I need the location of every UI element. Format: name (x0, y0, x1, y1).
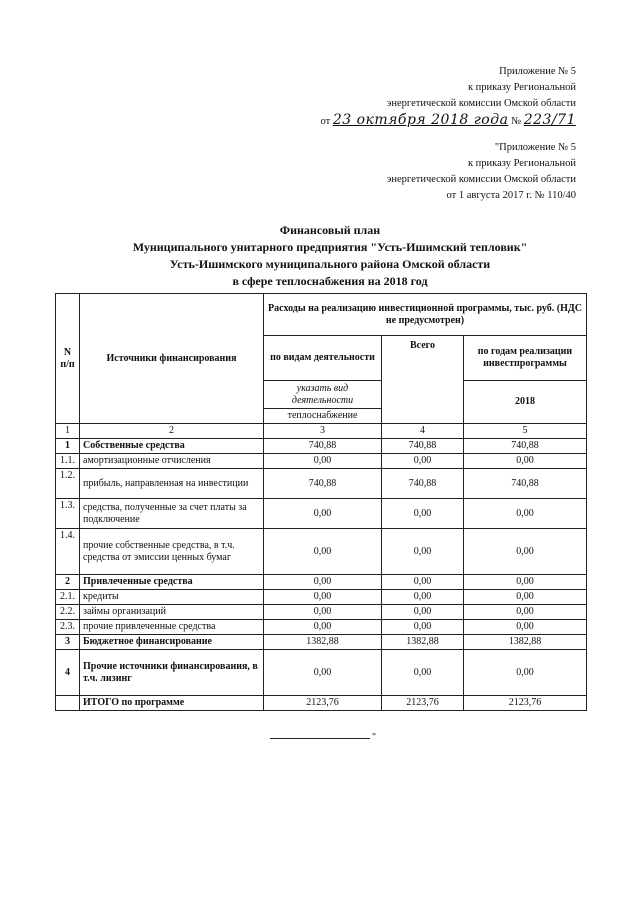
row-value-year: 0,00 (464, 575, 587, 590)
row-value-total: 0,00 (382, 620, 464, 635)
appendix-line: к приказу Региональной (467, 82, 576, 93)
row-name: прибыль, направленная на инвестиции (80, 469, 264, 499)
header-by-years: по годам реализации инвестпрограммы (464, 336, 587, 381)
row-value-total: 0,00 (382, 529, 464, 575)
appendix-line: энергетической комиссии Омской области (386, 98, 576, 109)
row-value-activity: 0,00 (264, 590, 382, 605)
header-total: Всего (382, 336, 464, 424)
closing-quote: " (372, 732, 377, 743)
header-year: 2018 (464, 381, 587, 424)
title-line: Муниципального унитарного предприятия "Усть-Ишимский тепловик" (132, 240, 528, 254)
header-number: N п/п (56, 294, 80, 424)
closing-line (270, 738, 370, 739)
table-row (56, 499, 587, 529)
handwritten-number: 223/71 (523, 112, 576, 128)
row-number: 2.2. (56, 605, 80, 620)
row-number: 2.3. (56, 620, 80, 635)
row-name: кредиты (80, 590, 264, 605)
number-label: № (511, 116, 522, 127)
row-value-activity: 0,00 (264, 650, 382, 696)
table-row (56, 469, 587, 499)
colnum: 3 (264, 424, 382, 439)
row-number: 2.1. (56, 590, 80, 605)
row-value-total: 2123,76 (382, 696, 464, 711)
row-value-year: 740,88 (464, 439, 587, 454)
row-name: Бюджетное финансирование (80, 635, 264, 650)
row-value-activity: 0,00 (264, 454, 382, 469)
row-value-year: 0,00 (464, 620, 587, 635)
date-prefix: от (320, 116, 331, 127)
appendix-line: к приказу Региональной (467, 158, 576, 169)
row-value-total: 0,00 (382, 499, 464, 529)
appendix-line: энергетической комиссии Омской области (386, 174, 576, 185)
header-source: Источники финансирования (80, 294, 264, 424)
row-value-total: 1382,88 (382, 635, 464, 650)
column-numbers-row (56, 424, 587, 439)
row-value-year: 740,88 (464, 469, 587, 499)
table-row (56, 605, 587, 620)
row-value-activity: 0,00 (264, 620, 382, 635)
table-row (56, 590, 587, 605)
title-line: в сфере теплоснабжения на 2018 год (232, 274, 428, 288)
row-value-total: 740,88 (382, 439, 464, 454)
row-number (56, 696, 80, 711)
row-value-activity: 1382,88 (264, 635, 382, 650)
row-name: Прочие источники финансирования, в т.ч. лизинг (80, 650, 264, 696)
row-value-activity: 2123,76 (264, 696, 382, 711)
row-value-activity: 0,00 (264, 499, 382, 529)
colnum: 5 (464, 424, 587, 439)
row-number: 1.4. (56, 529, 80, 575)
row-value-total: 0,00 (382, 605, 464, 620)
row-name: средства, полученные за счет платы за подключение (80, 499, 264, 529)
row-value-activity: 0,00 (264, 575, 382, 590)
row-number: 4 (56, 650, 80, 696)
row-value-total: 0,00 (382, 454, 464, 469)
row-value-year: 1382,88 (464, 635, 587, 650)
header-by-activity: по видам деятельности (264, 336, 382, 381)
appendix-date-line (320, 112, 576, 130)
row-number: 2 (56, 575, 80, 590)
header-expenses: Расходы на реализацию инвестиционной программы, тыс. руб. (НДС не предусмотрен) (264, 294, 587, 336)
appendix-line: "Приложение № 5 (494, 142, 576, 153)
row-number: 1.2. (56, 469, 80, 499)
row-name: Привлеченные средства (80, 575, 264, 590)
row-value-year: 0,00 (464, 590, 587, 605)
appendix-line: от 1 августа 2017 г. № 110/40 (446, 190, 576, 201)
header-specify-activity: указать вид деятельности (264, 381, 382, 409)
row-name: прочие собственные средства, в т.ч. средства от эмиссии ценных бумаг (80, 529, 264, 575)
row-value-year: 0,00 (464, 605, 587, 620)
row-value-year: 0,00 (464, 499, 587, 529)
colnum: 2 (80, 424, 264, 439)
table-row (56, 454, 587, 469)
table-row (56, 635, 587, 650)
title-line: Финансовый план (279, 223, 381, 237)
row-value-activity: 0,00 (264, 529, 382, 575)
row-value-year: 0,00 (464, 454, 587, 469)
row-value-total: 0,00 (382, 575, 464, 590)
row-name: ИТОГО по программе (80, 696, 264, 711)
row-name: Собственные средства (80, 439, 264, 454)
handwritten-date: 23 октября 2018 года (332, 112, 509, 128)
row-value-year: 0,00 (464, 650, 587, 696)
row-name: займы организаций (80, 605, 264, 620)
row-number: 1.1. (56, 454, 80, 469)
row-value-total: 0,00 (382, 590, 464, 605)
appendix-header-new (320, 64, 576, 130)
row-value-activity: 0,00 (264, 605, 382, 620)
table-row (56, 575, 587, 590)
appendix-line: Приложение № 5 (499, 66, 576, 77)
row-name: амортизационные отчисления (80, 454, 264, 469)
header-activity: теплоснабжение (264, 409, 382, 424)
financial-plan-table (55, 293, 587, 711)
table-row (56, 620, 587, 635)
document-title (70, 222, 590, 290)
table-row-total (56, 696, 587, 711)
row-value-year: 0,00 (464, 529, 587, 575)
appendix-header-old (387, 140, 576, 204)
table-row (56, 529, 587, 575)
row-value-activity: 740,88 (264, 469, 382, 499)
row-value-total: 740,88 (382, 469, 464, 499)
row-value-year: 2123,76 (464, 696, 587, 711)
row-name: прочие привлеченные средства (80, 620, 264, 635)
colnum: 4 (382, 424, 464, 439)
row-number: 1 (56, 439, 80, 454)
colnum: 1 (56, 424, 80, 439)
title-line: Усть-Ишимского муниципального района Омской области (169, 257, 491, 271)
table-row (56, 439, 587, 454)
row-number: 3 (56, 635, 80, 650)
row-number: 1.3. (56, 499, 80, 529)
row-value-activity: 740,88 (264, 439, 382, 454)
table-row (56, 650, 587, 696)
row-value-total: 0,00 (382, 650, 464, 696)
